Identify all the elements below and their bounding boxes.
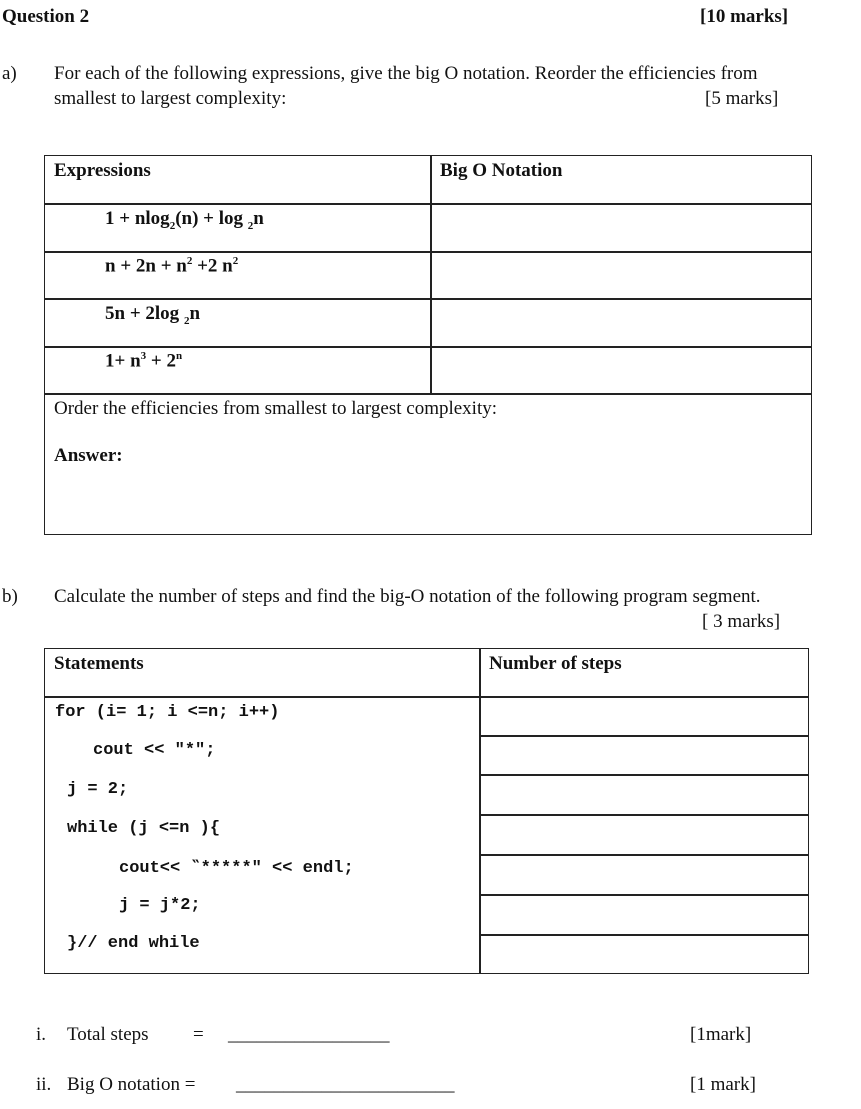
code-line-3: j = 2;	[67, 780, 129, 799]
item-i-text: Total steps	[67, 1024, 149, 1045]
steps-answer-7[interactable]	[485, 937, 805, 969]
col-header-big-o: Big O Notation	[440, 160, 563, 181]
code-line-5: cout<< ‶*****″ << endl;	[119, 859, 354, 878]
part-a-instruction-line2: smallest to largest complexity:	[54, 88, 287, 109]
code-line-4: while (j <=n ){	[67, 819, 221, 838]
item-ii-text: Big O notation =	[67, 1074, 196, 1095]
steps-answer-1[interactable]	[485, 699, 805, 731]
expressions-table	[44, 155, 812, 535]
order-prompt: Order the efficiencies from smallest to largest complexity:	[54, 398, 498, 419]
steps-answer-3[interactable]	[485, 777, 805, 809]
steps-answer-2[interactable]	[485, 738, 805, 770]
expression-2: $n + 2n + n^2 +2$ $n^2$	[105, 255, 239, 277]
question-title: Question 2	[2, 6, 90, 27]
part-a-instruction-line1: For each of the following expressions, give the big O notation. Reorder the efficiencies from	[54, 63, 758, 84]
part-a-label: a)	[2, 63, 17, 84]
big-o-answer-4[interactable]	[440, 350, 800, 386]
steps-answer-5[interactable]	[485, 857, 805, 889]
total-steps-blank[interactable]: _________________	[228, 1024, 390, 1045]
col-header-statements: Statements	[54, 653, 144, 674]
code-line-7: }// end while	[67, 934, 200, 953]
code-line-2: cout << ″*″;	[93, 741, 216, 760]
big-o-answer-1[interactable]	[440, 208, 800, 244]
code-line-1: for (i= 1; i <=n; i++)	[55, 703, 280, 722]
expression-1: 1 + nlog$_2$(n) + log $_2$n	[105, 208, 264, 232]
expression-3: 5n + 2log $_2$n	[105, 303, 201, 327]
steps-answer-4[interactable]	[485, 817, 805, 849]
item-ii-label: ii.	[36, 1074, 52, 1095]
big-o-answer-2[interactable]	[440, 255, 800, 291]
steps-answer-6[interactable]	[485, 897, 805, 929]
item-i-equals: =	[193, 1024, 204, 1045]
part-b-label: b)	[2, 586, 18, 607]
big-o-blank[interactable]: _______________________	[236, 1074, 455, 1095]
big-o-answer-3[interactable]	[440, 303, 800, 339]
col-header-steps: Number of steps	[489, 653, 622, 674]
item-i-marks: [1mark]	[690, 1024, 752, 1045]
question-marks: [10 marks]	[700, 6, 789, 27]
item-i-label: i.	[36, 1024, 47, 1045]
expression-4: $1+ n^3 + 2^n$	[105, 350, 183, 372]
statements-table	[44, 648, 809, 974]
order-answer-area[interactable]	[54, 471, 794, 526]
col-header-expressions: Expressions	[54, 160, 151, 181]
item-ii-marks: [1 mark]	[690, 1074, 756, 1095]
part-b-marks: [ 3 marks]	[702, 611, 781, 632]
part-b-instruction: Calculate the number of steps and find the big-O notation of the following program segment.	[54, 586, 761, 607]
part-a-marks: [5 marks]	[705, 88, 779, 109]
answer-label: Answer:	[54, 445, 123, 466]
code-line-6: j = j*2;	[119, 896, 201, 915]
